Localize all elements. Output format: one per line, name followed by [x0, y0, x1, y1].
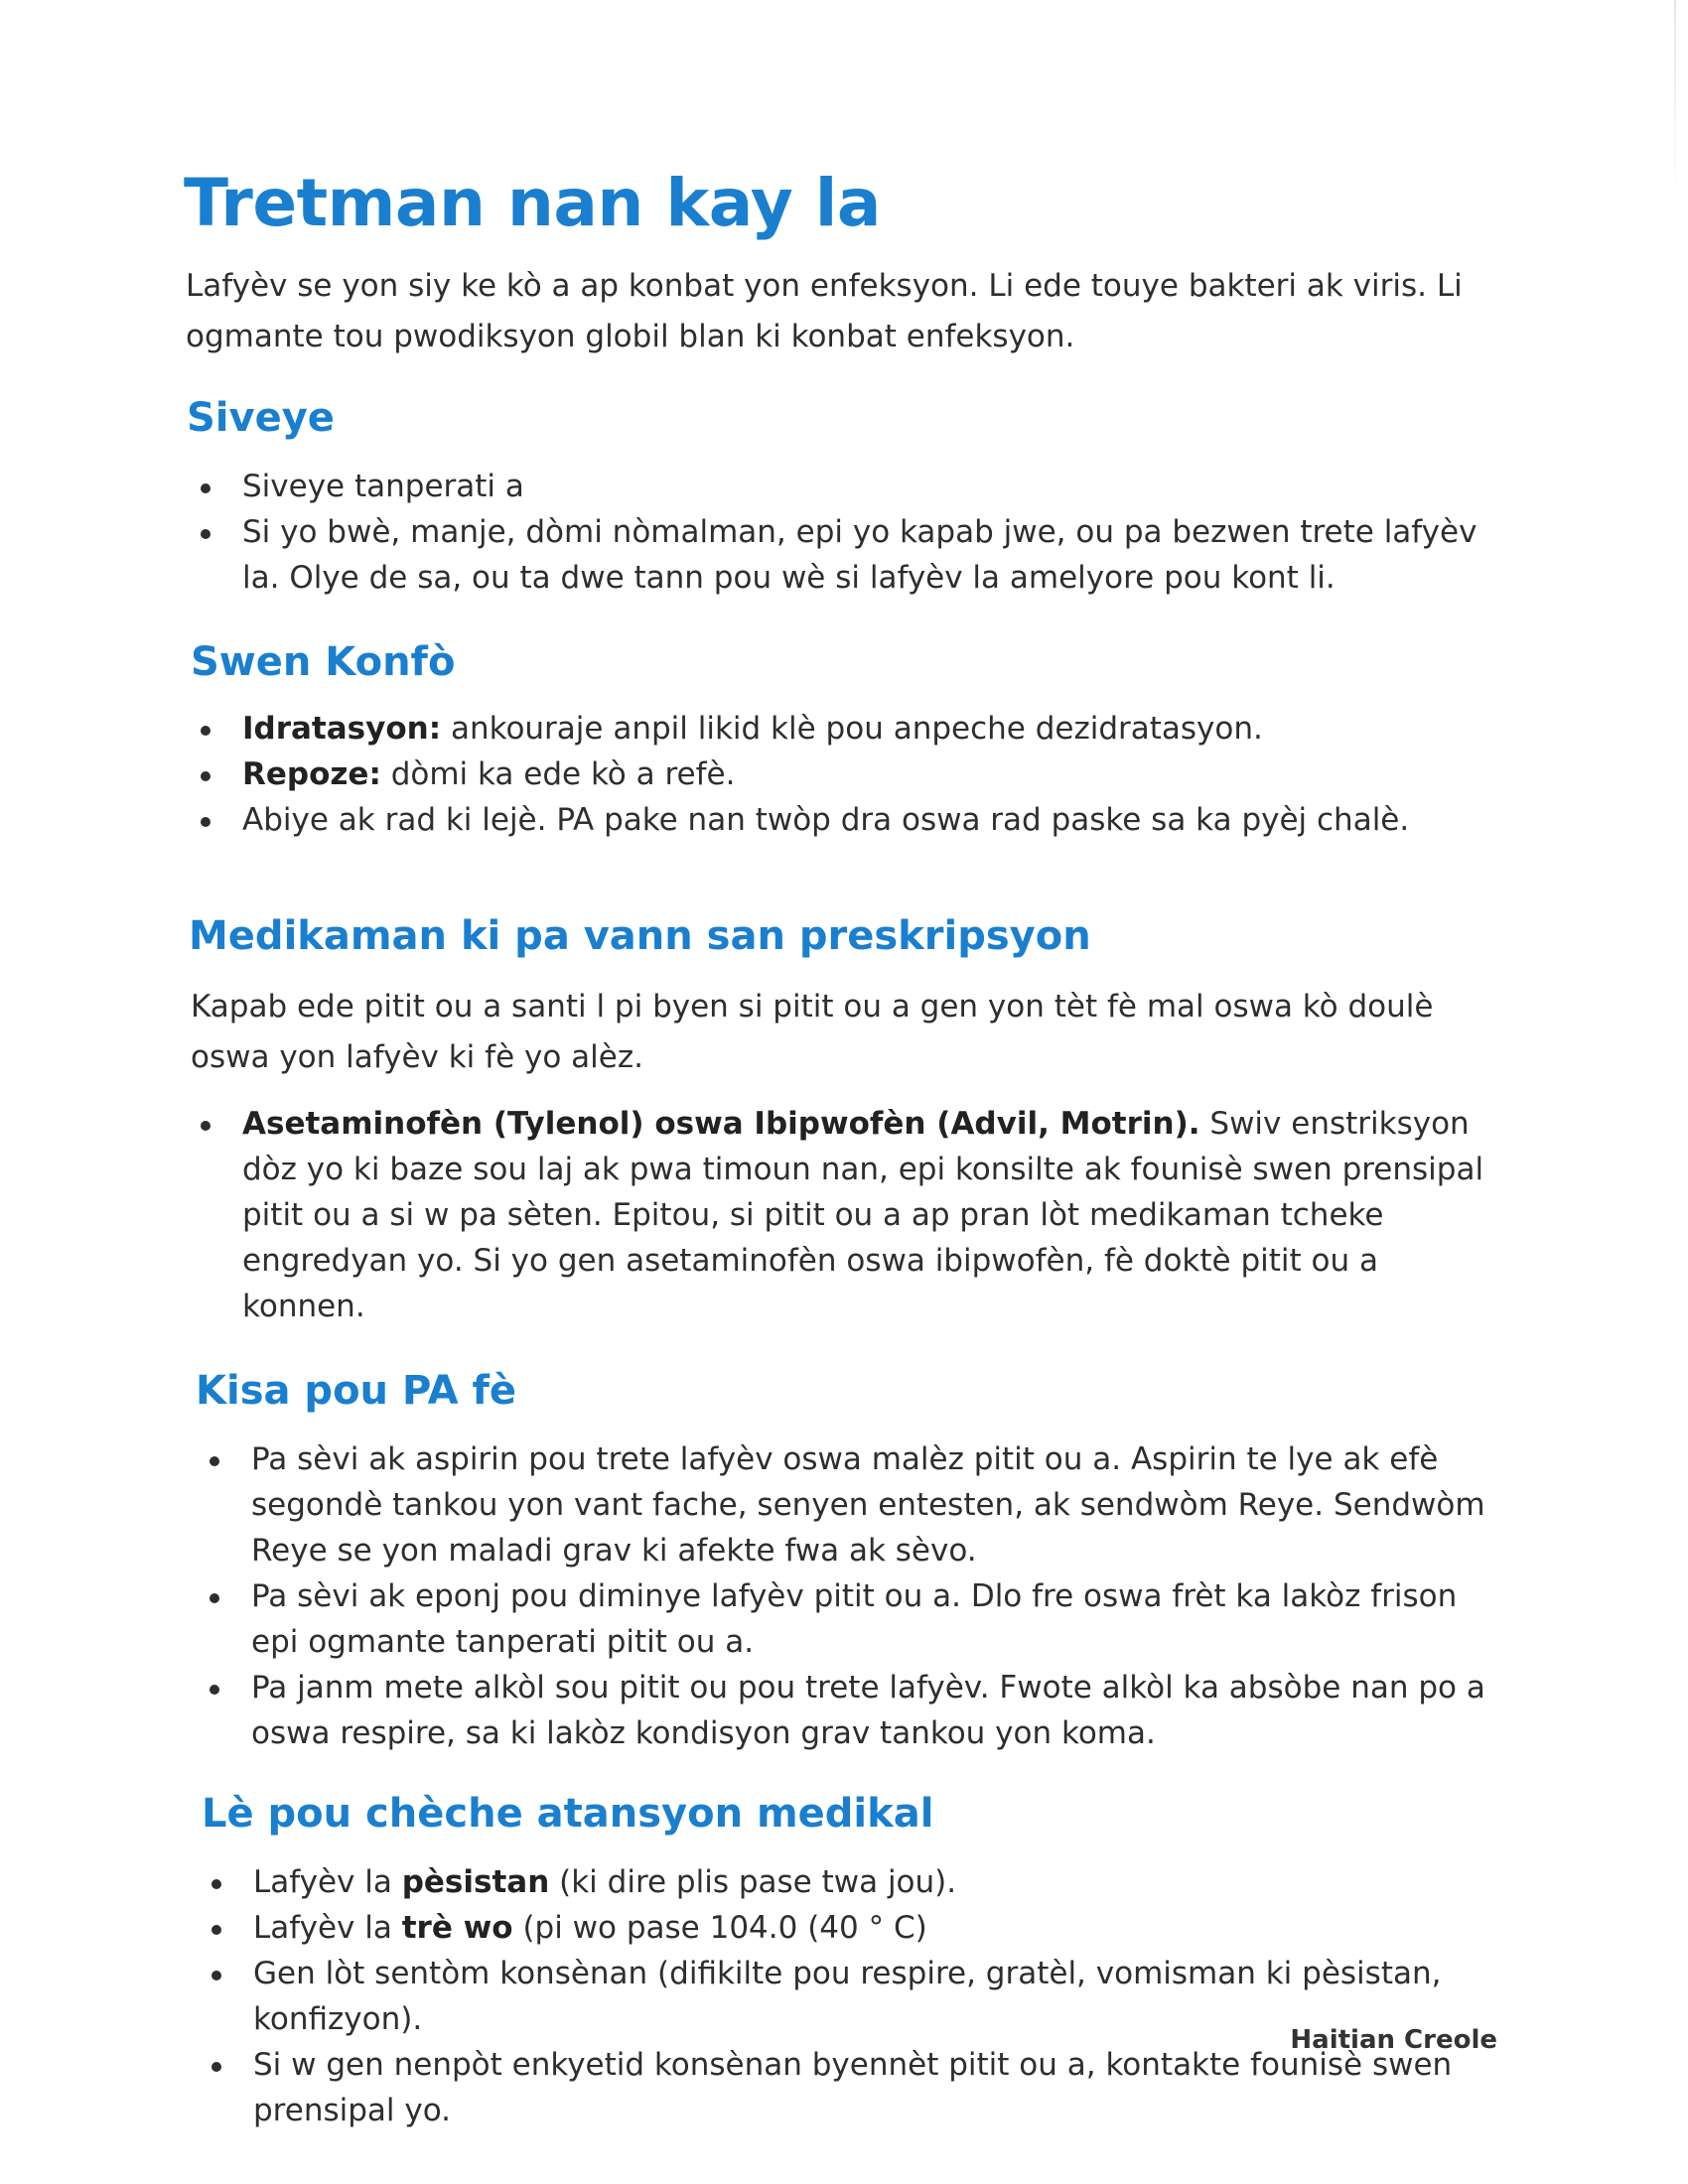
list-item [187, 1101, 1504, 1329]
section-heading-medikaman: Medikaman ki pa vann san preskripsyon [189, 913, 1091, 959]
item-text: Si w gen nenpòt enkyetid konsènan byennèt pitit ou a, kontakte founisè swen prensipal yo. [253, 2047, 1453, 2128]
language-label: Haitian Creole [1290, 2025, 1497, 2055]
item-emphasis: trè wo [401, 1910, 513, 1946]
list-item: Pa janm mete alkòl sou pitit ou pou trete lafyèv. Fwote alkòl ka absòbe nan po a oswa respire, sa ki lakòz kondisyon grav tankou yon koma. [196, 1665, 1504, 1756]
list-item [187, 706, 1504, 751]
list-item: Pa sèvi ak aspirin pou trete lafyèv oswa malèz pitit ou a. Aspirin te lye ak efè segondè tankou yon vant fache, senyen entesten, ak sendwòm Reye. Sendwòm Reye se yon maladi grav ki afekte fwa ak sèvo. [196, 1436, 1504, 1573]
le-list [198, 1859, 1504, 2133]
siveye-list [187, 464, 1504, 601]
section-heading-le-pou-cheche: Lè pou chèche atansyon medikal [202, 1791, 934, 1837]
list-item [187, 751, 1504, 797]
konfo-list [187, 706, 1504, 843]
medikaman-list [187, 1101, 1504, 1329]
list-item [187, 797, 1504, 843]
scan-edge [1674, 0, 1676, 199]
item-text: (ki dire plis pase twa jou). [549, 1864, 957, 1900]
list-item [198, 2042, 1504, 2133]
kisa-list [196, 1436, 1504, 1756]
medikaman-paragraph: Kapab ede pitit ou a santi l pi byen si pitit ou a gen yon tèt fè mal oswa kò doulè oswa yon lafyèv ki fè yo alèz. [191, 989, 1434, 1075]
document-page [184, 164, 1504, 2133]
item-text: Lafyèv la [253, 1864, 402, 1900]
page-title: Tretman nan kay la [184, 165, 881, 241]
section-heading-kisa-pou-pa-fe: Kisa pou PA fè [196, 1368, 517, 1414]
intro-paragraph: Lafyèv se yon siy ke kò a ap konbat yon enfeksyon. Li ede touye bakteri ak viris. Li ogmante tou pwodiksyon globil blan ki konbat enfeksyon. [186, 268, 1463, 354]
section-heading-siveye: Siveye [187, 395, 335, 441]
item-text: Swiv enstriksyon dòz yo ki baze sou laj ak pwa timoun nan, epi konsilte ak founisè swen prensipal pitit ou a si w pa sèten. Epitou, si pitit ou a ap pran lòt medikaman tcheke engredyan yo. Si yo gen asetaminofèn oswa ibipwofèn, fè doktè pitit ou a konnen. [242, 1106, 1484, 1324]
item-emphasis: pèsistan [401, 1864, 550, 1900]
item-text: Lafyèv la [253, 1910, 402, 1946]
item-label: Repoze: [242, 756, 381, 792]
list-item [198, 1859, 1504, 1905]
item-label: Idratasyon: [242, 711, 442, 747]
item-text: (pi wo pase 104.0 (40 ° C) [512, 1910, 927, 1946]
item-label: Asetaminofèn (Tylenol) oswa Ibipwofèn (Advil, Motrin). [242, 1106, 1200, 1142]
item-text: dòmi ka ede kò a refè. [380, 756, 736, 792]
item-text: Gen lòt sentòm konsènan (difikilte pou respire, gratèl, vomisman ki pèsistan, konfizyon). [253, 1956, 1442, 2037]
item-text: ankouraje anpil likid klè pou anpeche dezidratasyon. [441, 711, 1263, 747]
section-heading-swen-konfo: Swen Konfò [191, 639, 456, 685]
list-item [198, 1905, 1504, 1951]
list-item: Siveye tanperati a [187, 464, 1504, 509]
list-item: Si yo bwè, manje, dòmi nòmalman, epi yo kapab jwe, ou pa bezwen trete lafyèv la. Olye de sa, ou ta dwe tann pou wè si lafyèv la amelyore pou kont li. [187, 509, 1504, 601]
item-text: Abiye ak rad ki lejè. PA pake nan twòp dra oswa rad paske sa ka pyèj chalè. [242, 802, 1410, 838]
list-item: Pa sèvi ak eponj pou diminye lafyèv pitit ou a. Dlo fre oswa frèt ka lakòz frison epi ogmante tanperati pitit ou a. [196, 1573, 1504, 1665]
